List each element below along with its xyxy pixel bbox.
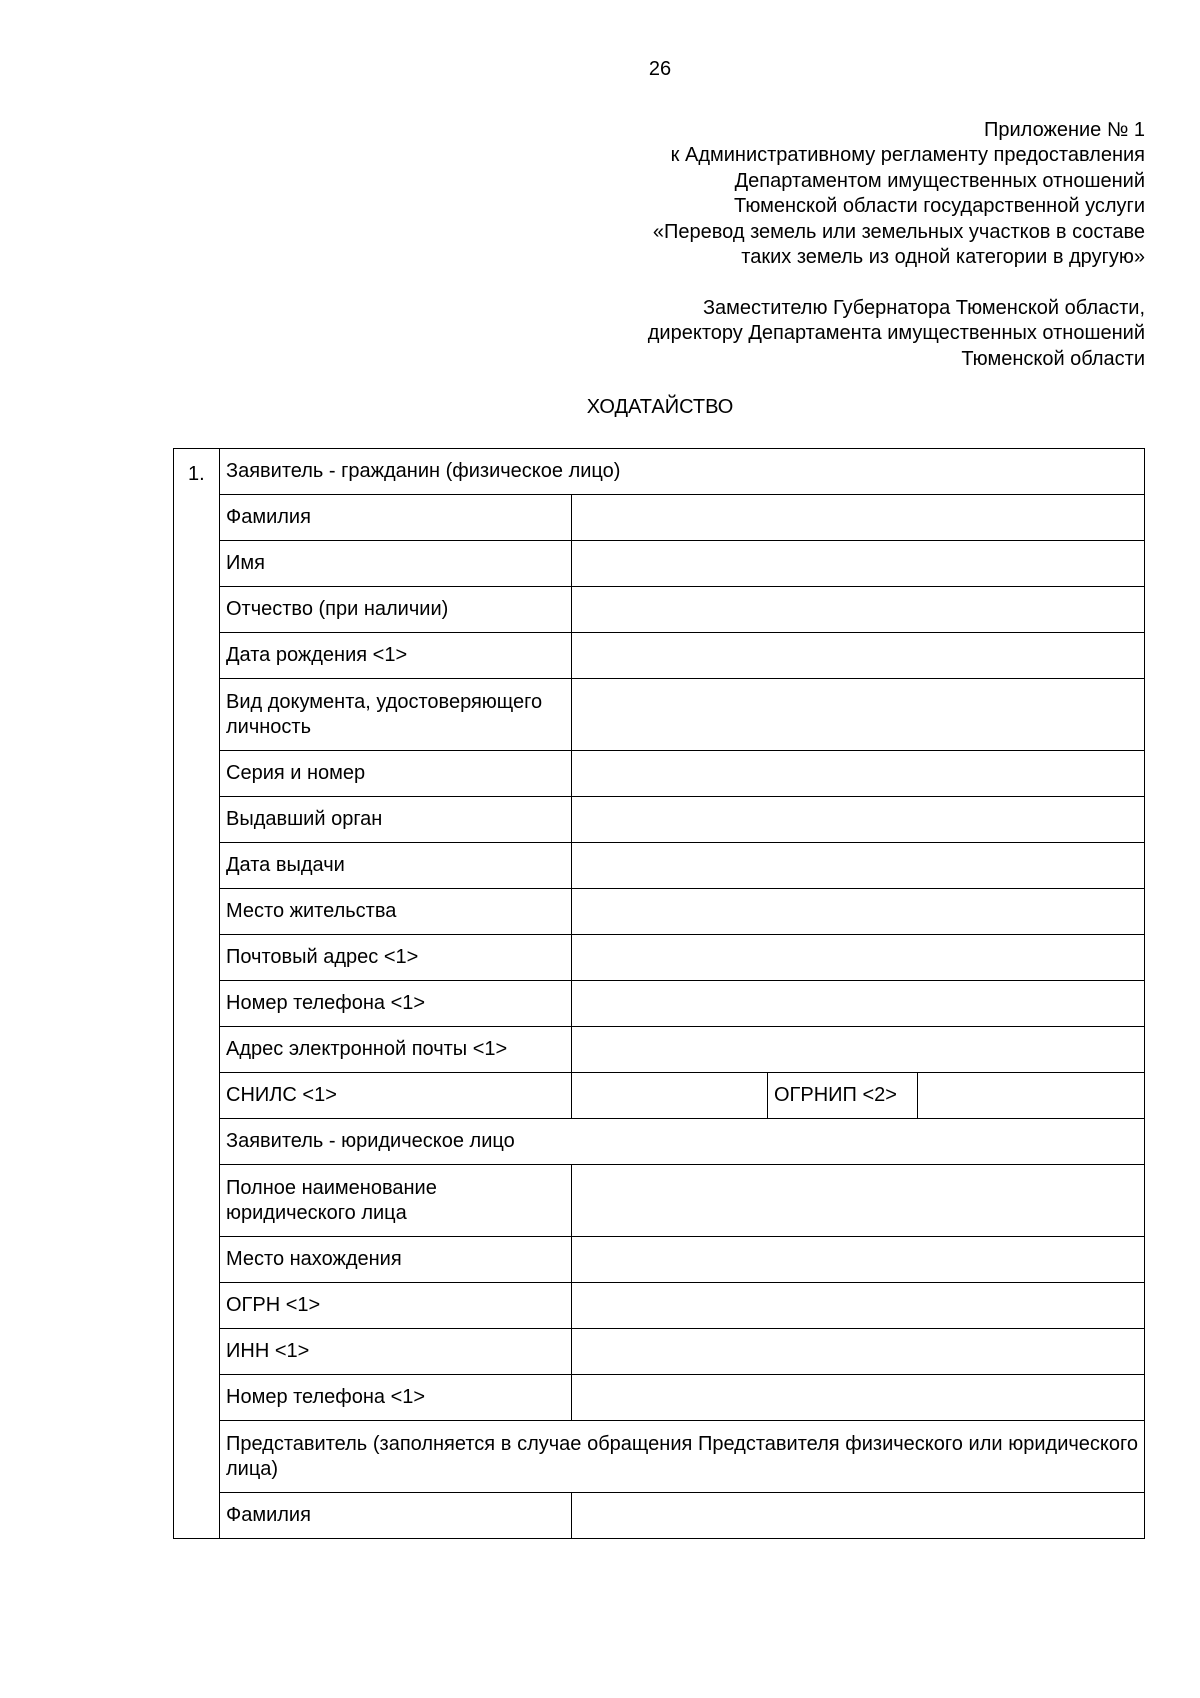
field-value-cell[interactable] — [572, 541, 1145, 587]
field-label: Выдавший орган — [220, 797, 572, 843]
addressee-line: Заместителю Губернатора Тюменской области, — [702, 297, 1145, 319]
appendix-line: Департаментом имущественных отношений — [734, 169, 1145, 192]
field-label: Отчество (при наличии) — [220, 587, 572, 633]
field-value-cell[interactable] — [572, 751, 1145, 797]
field-value-cell[interactable] — [572, 981, 1145, 1027]
appendix-line: Тюменской области государственной услуги — [734, 195, 1145, 218]
appendix-line: «Перевод земель или земельных участков в составе — [652, 220, 1145, 243]
field-label: Почтовый адрес <1> — [220, 935, 572, 981]
field-label: ИНН <1> — [220, 1329, 572, 1375]
field-label: Место нахождения — [220, 1237, 572, 1283]
ogrnip-value-cell[interactable] — [918, 1073, 1145, 1119]
field-label: Фамилия — [220, 495, 572, 541]
field-label: ОГРН <1> — [220, 1283, 572, 1329]
field-value-cell[interactable] — [572, 587, 1145, 633]
field-value-cell[interactable] — [572, 843, 1145, 889]
addressee-line: Тюменской области — [961, 347, 1145, 370]
snils-label: СНИЛС <1> — [220, 1073, 572, 1119]
addressee-line: директору Департамента имущественных отношений — [647, 322, 1145, 345]
field-value-cell[interactable] — [572, 935, 1145, 981]
appendix-note — [445, 118, 1145, 270]
field-value-cell[interactable] — [572, 889, 1145, 935]
ogrnip-label: ОГРНИП <2> — [768, 1073, 918, 1119]
section-number: 1. — [174, 449, 220, 1539]
representative-header: Представитель (заполняется в случае обращения Представителя физического или юридического лица) — [220, 1421, 1145, 1493]
field-value-cell[interactable] — [572, 1027, 1145, 1073]
field-value-cell[interactable] — [572, 1375, 1145, 1421]
appendix-line: к Административному регламенту предоставления — [670, 144, 1145, 167]
field-value-cell[interactable] — [572, 1165, 1145, 1237]
field-value-cell[interactable] — [572, 1237, 1145, 1283]
appendix-line: Приложение № 1 — [984, 119, 1145, 141]
petition-form-table — [173, 448, 1145, 1539]
field-value-cell[interactable] — [572, 495, 1145, 541]
field-label: Номер телефона <1> — [220, 981, 572, 1027]
field-label: Серия и номер — [220, 751, 572, 797]
individual-applicant-header: Заявитель - гражданин (физическое лицо) — [220, 449, 1145, 495]
field-label: Номер телефона <1> — [220, 1375, 572, 1421]
snils-value-cell[interactable] — [572, 1073, 768, 1119]
addressee-block — [445, 296, 1145, 372]
field-label: Полное наименование юридического лица — [220, 1165, 572, 1237]
field-value-cell[interactable] — [572, 797, 1145, 843]
field-value-cell[interactable] — [572, 1283, 1145, 1329]
field-label: Место жительства — [220, 889, 572, 935]
field-label: Фамилия — [220, 1493, 572, 1539]
field-label: Имя — [220, 541, 572, 587]
field-label: Вид документа, удостоверяющего личность — [220, 679, 572, 751]
field-label: Дата выдачи — [220, 843, 572, 889]
page-number: 26 — [648, 58, 672, 80]
field-value-cell[interactable] — [572, 1329, 1145, 1375]
field-label: Адрес электронной почты <1> — [220, 1027, 572, 1073]
document-title: ХОДАТАЙСТВО — [586, 396, 734, 418]
appendix-line: таких земель из одной категории в другую» — [741, 246, 1145, 269]
legal-applicant-header: Заявитель - юридическое лицо — [220, 1119, 1145, 1165]
field-value-cell[interactable] — [572, 1493, 1145, 1539]
field-value-cell[interactable] — [572, 633, 1145, 679]
field-value-cell[interactable] — [572, 679, 1145, 751]
field-label: Дата рождения <1> — [220, 633, 572, 679]
